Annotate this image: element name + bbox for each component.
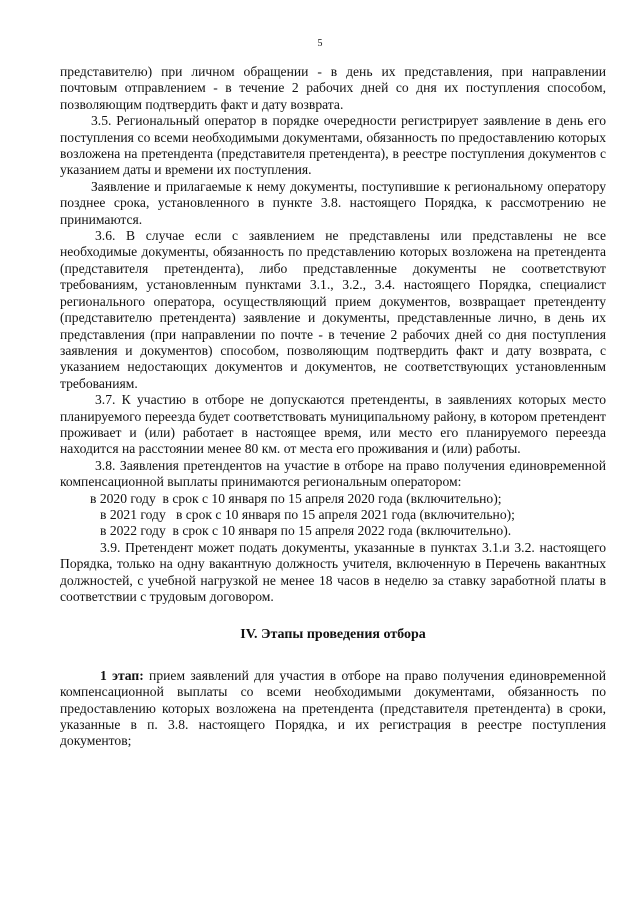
stage-1-text: прием заявлений для участия в отборе на право получения единовременной компенсационной выплаты со всеми необходимыми документами, обязанность по предоставлению которых возложена на претендента (представителя претендента) в сроки, указанные в п. 3.8. настоящего Порядка, и их регистрация в реестре поступления документов; <box>60 667 607 749</box>
paragraph-late-submission: Заявление и прилагаемые к нему документы, поступившие к региональному оператору позднее срока, установленного в пункте 3.8. настоящего Порядка, к рассмотрению не принимаются. <box>60 178 606 227</box>
paragraph-3-6: 3.6. В случае если с заявлением не представлены или представлены не все необходимые документы, обязанность по представлению которых возложена на претендента (представителя претендента), либо представленные документы не соответствуют требованиям, установленным пунктами 3.1., 3.2., 3.4. настоящего Порядка, специалист регионального оператора, осуществляющий прием документов, возвращает претенденту (представителю претендента) заявление и документы, представленные лично, в день их представления (при направлении по почте - в течение 2 рабочих дней со дня поступления заявления и документов) способом, позволяющим подтвердить факт и дату возврата, с указанием недостающих документов и документов, не соответствующих установленным требованиям. <box>60 228 606 391</box>
paragraph-return-continuation: представителю) при личном обращении - в день их представления, при направлении почтовым отправлением - в течение 2 рабочих дней со дня их поступления способом, позволяющим подтвердить факт и дату возврата. <box>60 64 606 112</box>
paragraph-3-5: 3.5. Региональный оператор в порядке очередности регистрирует заявление в день его поступления со всеми необходимыми документами, обязанность по предоставлению которых возложена на претендента (представителя претендента), в реестре поступления документов с указанием даты и времени их поступления. <box>60 113 606 178</box>
paragraph-3-7: 3.7. К участию в отборе не допускаются претенденты, в заявлениях которых место планируемого переезда будет соответствовать муниципальному району, в котором претендент проживает и (или) работает в настоящее время, или место его планируемого переезда находится на расстоянии менее 80 км. от места его проживания и (или) работы. <box>60 392 606 457</box>
document-body <box>60 64 606 750</box>
stage-1-label: 1 этап: <box>100 667 144 683</box>
section-title: IV. Этапы проведения отбора <box>240 627 426 643</box>
paragraph-3-8: 3.8. Заявления претендентов на участие в отборе на право получения единовременной компенсационной выплаты принимаются региональным оператором: <box>60 457 606 490</box>
deadline-2022: в 2022 году в срок с 10 января по 15 апреля 2022 года (включительно). <box>100 523 512 539</box>
paragraph-3-9: 3.9. Претендент может подать документы, указанные в пунктах 3.1.и 3.2. настоящего Порядка, только на одну вакантную должность учителя, включенную в Перечень вакантных должностей, с учебной нагрузкой не менее 18 часов в неделю за ставку заработной платы в соответствии с трудовым договором. <box>60 539 606 604</box>
page-number: 5 <box>317 38 323 49</box>
stage-1-paragraph <box>60 668 606 750</box>
deadline-2021: в 2021 году в срок с 10 января по 15 апреля 2021 года (включительно); <box>100 506 515 522</box>
deadline-2020: в 2020 году в срок с 10 января по 15 апреля 2020 года (включительно); <box>90 490 502 506</box>
